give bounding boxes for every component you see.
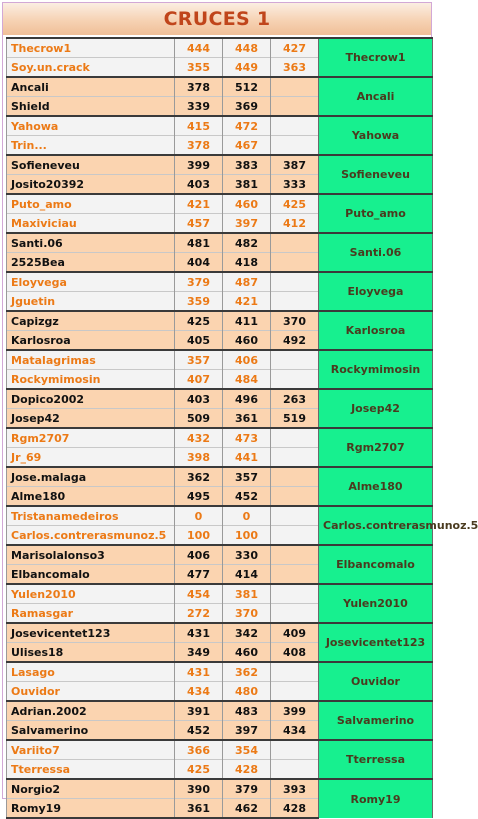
score-cell [271, 545, 319, 565]
score-cell [271, 292, 319, 312]
score-cell: 452 [223, 487, 271, 507]
score-cell: 512 [223, 77, 271, 97]
score-cell: 460 [223, 643, 271, 663]
score-cell: 366 [175, 740, 223, 760]
score-cell: 460 [223, 194, 271, 214]
score-cell: 472 [223, 116, 271, 136]
score-cell: 495 [175, 487, 223, 507]
table-row [7, 662, 433, 682]
player-name: Dopico2002 [7, 389, 175, 409]
table-row [7, 740, 433, 760]
score-cell [271, 662, 319, 682]
score-cell: 404 [175, 253, 223, 273]
player-name: Jguetin [7, 292, 175, 312]
winner-cell: Romy19 [319, 779, 433, 818]
score-cell: 403 [175, 389, 223, 409]
score-cell [271, 77, 319, 97]
score-cell: 427 [271, 38, 319, 58]
score-cell: 387 [271, 155, 319, 175]
player-name: Shield [7, 97, 175, 117]
table-row [7, 272, 433, 292]
score-cell: 361 [175, 799, 223, 819]
player-name: Elbancomalo [7, 565, 175, 585]
winner-cell: Yahowa [319, 116, 433, 155]
score-cell [271, 604, 319, 624]
player-name: Carlos.contrerasmunoz.5 [7, 526, 175, 546]
score-cell: 509 [175, 409, 223, 429]
score-cell: 457 [175, 214, 223, 234]
player-name: Yahowa [7, 116, 175, 136]
score-cell [271, 584, 319, 604]
winner-cell: Rockymimosin [319, 350, 433, 389]
player-name: Tterressa [7, 760, 175, 780]
score-cell: 482 [223, 233, 271, 253]
table-row [7, 38, 433, 58]
score-cell [271, 428, 319, 448]
score-cell: 391 [175, 701, 223, 721]
winner-cell: Alme180 [319, 467, 433, 506]
player-name: Ancali [7, 77, 175, 97]
winner-cell: Yulen2010 [319, 584, 433, 623]
score-cell [271, 682, 319, 702]
score-cell: 434 [271, 721, 319, 741]
score-cell: 369 [223, 97, 271, 117]
score-cell: 462 [223, 799, 271, 819]
cruces-panel [2, 2, 478, 815]
page-title: CRUCES 1 [3, 3, 431, 35]
winner-cell: Santi.06 [319, 233, 433, 272]
winner-cell: Tterressa [319, 740, 433, 779]
winner-cell: Rgm2707 [319, 428, 433, 467]
player-name: Ouvidor [7, 682, 175, 702]
score-cell: 473 [223, 428, 271, 448]
score-cell: 425 [271, 194, 319, 214]
score-cell: 407 [175, 370, 223, 390]
score-cell: 483 [223, 701, 271, 721]
player-name: Rgm2707 [7, 428, 175, 448]
table-row [7, 545, 433, 565]
score-cell: 431 [175, 662, 223, 682]
score-cell [271, 448, 319, 468]
winner-cell: Elbancomalo [319, 545, 433, 584]
table-row [7, 311, 433, 331]
score-cell: 378 [175, 136, 223, 156]
player-name: 2525Bea [7, 253, 175, 273]
score-cell: 481 [175, 233, 223, 253]
player-name: Jose.malaga [7, 467, 175, 487]
player-name: Marisolalonso3 [7, 545, 175, 565]
score-cell: 405 [175, 331, 223, 351]
table-row [7, 350, 433, 370]
score-cell: 406 [175, 545, 223, 565]
score-cell [271, 272, 319, 292]
player-name: Trin... [7, 136, 175, 156]
score-cell: 449 [223, 58, 271, 78]
player-name: Matalagrimas [7, 350, 175, 370]
score-cell: 418 [223, 253, 271, 273]
score-cell: 354 [223, 740, 271, 760]
player-name: Alme180 [7, 487, 175, 507]
player-name: Jr_69 [7, 448, 175, 468]
score-cell: 370 [223, 604, 271, 624]
score-cell [271, 565, 319, 585]
score-cell: 425 [175, 311, 223, 331]
results-table-body [7, 38, 478, 818]
score-cell: 519 [271, 409, 319, 429]
player-name: Tristanamedeiros [7, 506, 175, 526]
table-row [7, 467, 433, 487]
table-row [7, 116, 433, 136]
winner-cell: Thecrow1 [319, 38, 433, 77]
score-cell [271, 233, 319, 253]
score-cell: 0 [175, 506, 223, 526]
player-name: Yulen2010 [7, 584, 175, 604]
player-name: Ramasgar [7, 604, 175, 624]
score-cell: 0 [223, 506, 271, 526]
score-cell: 496 [223, 389, 271, 409]
score-cell: 370 [271, 311, 319, 331]
table-row [7, 77, 433, 97]
score-cell: 487 [223, 272, 271, 292]
score-cell: 428 [223, 760, 271, 780]
score-cell: 399 [175, 155, 223, 175]
player-name: Santi.06 [7, 233, 175, 253]
player-name: Soy.un.crack [7, 58, 175, 78]
player-name: Josep42 [7, 409, 175, 429]
score-cell [271, 506, 319, 526]
score-cell: 357 [175, 350, 223, 370]
score-cell: 431 [175, 623, 223, 643]
score-cell [271, 97, 319, 117]
table-row [7, 233, 433, 253]
player-name: Thecrow1 [7, 38, 175, 58]
player-name: Variito7 [7, 740, 175, 760]
score-cell: 397 [223, 721, 271, 741]
table-row [7, 155, 433, 175]
score-cell: 100 [223, 526, 271, 546]
score-cell: 452 [175, 721, 223, 741]
score-cell [271, 116, 319, 136]
score-cell: 390 [175, 779, 223, 799]
score-cell: 411 [223, 311, 271, 331]
player-name: Capizgz [7, 311, 175, 331]
player-name: Eloyvega [7, 272, 175, 292]
score-cell [271, 253, 319, 273]
table-row [7, 194, 433, 214]
player-name: Lasago [7, 662, 175, 682]
score-cell: 383 [223, 155, 271, 175]
player-name: Romy19 [7, 799, 175, 819]
score-cell [271, 760, 319, 780]
player-name: Karlosroa [7, 331, 175, 351]
score-cell: 492 [271, 331, 319, 351]
score-cell: 399 [271, 701, 319, 721]
score-cell: 477 [175, 565, 223, 585]
score-cell: 349 [175, 643, 223, 663]
score-cell: 406 [223, 350, 271, 370]
score-cell: 403 [175, 175, 223, 195]
score-cell: 480 [223, 682, 271, 702]
score-cell: 379 [175, 272, 223, 292]
table-row [7, 506, 433, 526]
player-name: Josevicentet123 [7, 623, 175, 643]
score-cell: 441 [223, 448, 271, 468]
score-cell: 361 [223, 409, 271, 429]
score-cell: 454 [175, 584, 223, 604]
player-name: Salvamerino [7, 721, 175, 741]
table-row [7, 584, 433, 604]
table-row [7, 779, 433, 799]
score-cell: 378 [175, 77, 223, 97]
player-name: Maxiviciau [7, 214, 175, 234]
table-row [7, 623, 433, 643]
score-cell: 379 [223, 779, 271, 799]
score-cell: 357 [223, 467, 271, 487]
score-cell: 355 [175, 58, 223, 78]
score-cell: 448 [223, 38, 271, 58]
player-name: Adrian.2002 [7, 701, 175, 721]
score-cell [271, 487, 319, 507]
results-table [6, 37, 478, 819]
winner-cell: Ancali [319, 77, 433, 116]
winner-cell: Ouvidor [319, 662, 433, 701]
table-row [7, 389, 433, 409]
score-cell [271, 740, 319, 760]
score-cell: 339 [175, 97, 223, 117]
score-cell: 330 [223, 545, 271, 565]
score-cell: 467 [223, 136, 271, 156]
score-cell: 398 [175, 448, 223, 468]
score-cell: 432 [175, 428, 223, 448]
winner-cell: Josep42 [319, 389, 433, 428]
score-cell: 362 [223, 662, 271, 682]
score-cell: 421 [175, 194, 223, 214]
score-cell [271, 526, 319, 546]
score-cell: 412 [271, 214, 319, 234]
score-cell: 414 [223, 565, 271, 585]
score-cell: 393 [271, 779, 319, 799]
winner-cell: Karlosroa [319, 311, 433, 350]
score-cell: 342 [223, 623, 271, 643]
score-cell: 460 [223, 331, 271, 351]
score-cell: 425 [175, 760, 223, 780]
score-cell: 415 [175, 116, 223, 136]
winner-cell: Carlos.contrerasmunoz.5 [319, 506, 433, 545]
score-cell: 100 [175, 526, 223, 546]
score-cell: 381 [223, 175, 271, 195]
score-cell: 409 [271, 623, 319, 643]
score-cell: 408 [271, 643, 319, 663]
score-cell: 484 [223, 370, 271, 390]
score-cell: 359 [175, 292, 223, 312]
score-cell: 397 [223, 214, 271, 234]
player-name: Josito20392 [7, 175, 175, 195]
player-name: Norgio2 [7, 779, 175, 799]
player-name: Sofieneveu [7, 155, 175, 175]
table-row [7, 701, 433, 721]
player-name: Rockymimosin [7, 370, 175, 390]
score-cell: 421 [223, 292, 271, 312]
winner-cell: Sofieneveu [319, 155, 433, 194]
score-cell [271, 370, 319, 390]
score-cell: 333 [271, 175, 319, 195]
score-cell: 263 [271, 389, 319, 409]
score-cell [271, 350, 319, 370]
score-cell: 362 [175, 467, 223, 487]
score-cell: 428 [271, 799, 319, 819]
score-cell [271, 467, 319, 487]
score-cell: 272 [175, 604, 223, 624]
score-cell: 434 [175, 682, 223, 702]
winner-cell: Puto_amo [319, 194, 433, 233]
player-name: Ulises18 [7, 643, 175, 663]
score-cell: 363 [271, 58, 319, 78]
winner-cell: Salvamerino [319, 701, 433, 740]
player-name: Puto_amo [7, 194, 175, 214]
winner-cell: Josevicentet123 [319, 623, 433, 662]
score-cell [271, 136, 319, 156]
table-row [7, 428, 433, 448]
score-cell: 381 [223, 584, 271, 604]
score-cell: 444 [175, 38, 223, 58]
winner-cell: Eloyvega [319, 272, 433, 311]
